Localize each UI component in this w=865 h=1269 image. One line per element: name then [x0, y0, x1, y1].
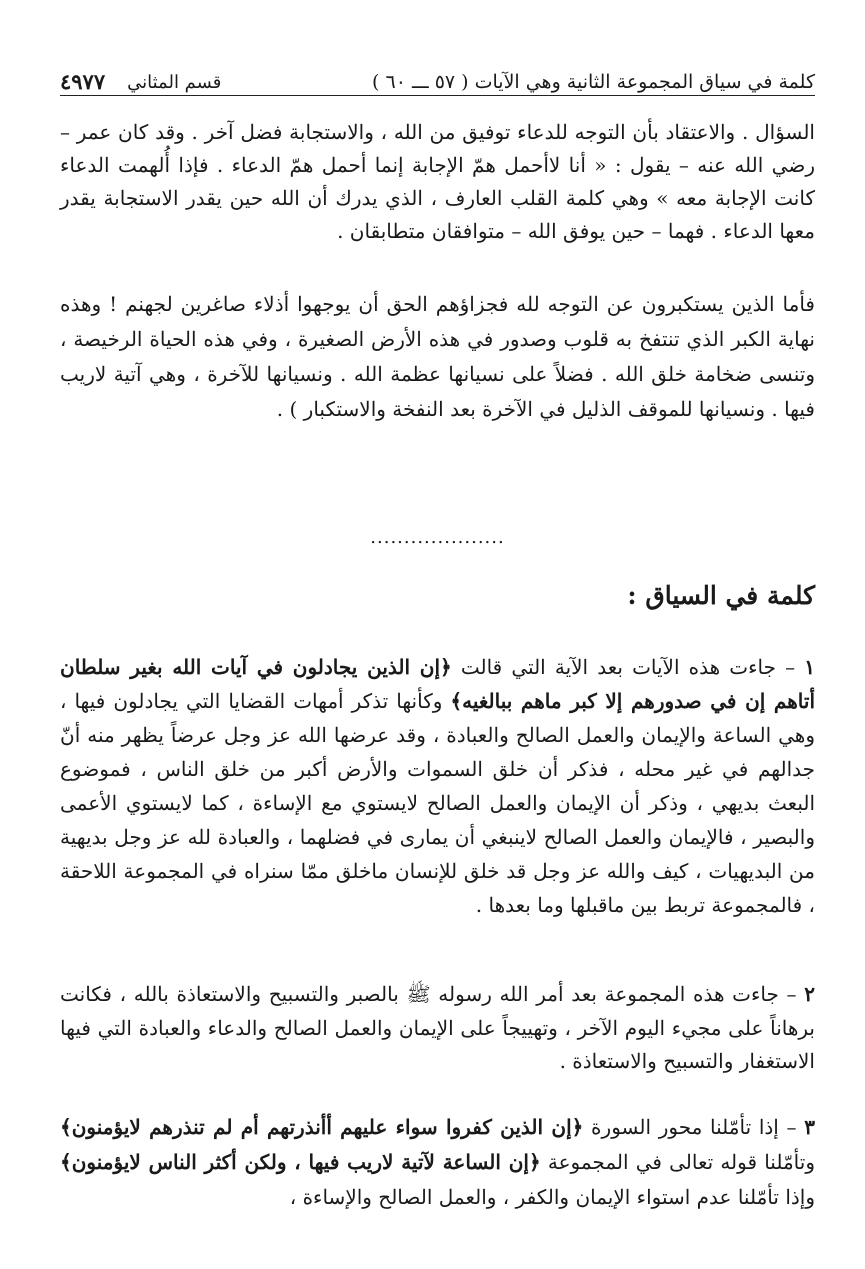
header-left-group [60, 71, 221, 92]
dotted-separator: .................... [370, 527, 505, 548]
section-heading: كلمة في السياق : [627, 581, 815, 610]
point-text: – جاءت هذه الآيات بعد الآية التي قالت [451, 655, 805, 679]
page-header [60, 52, 815, 92]
quran-verse: ﴿إن الذين يجادلون في آيات الله بغير سلطان أتاهم إن في صدورهم إلا كبر ماهم ببالغيه﴾ [60, 655, 816, 713]
paragraph-2: فأما الذين يستكبرون عن التوجه لله فجزاؤهم الحق أن يوجهوا أذلاء صاغرين لجهنم ! وهذه نهاية الكبر الذي تنتفخ به قلوب وصدور في هذه الأرض الصغيرة ، وفي هذه الحياة الرخيصة ، وتنسى ضخامة خلق الله . فضلاً على نسيانها عظمة الله . ونسيانها للآخرة ، وهي آتية لاريب فيها . ونسيانها للموقف الذليل في الآخرة بعد النفخة والاستكبار ) . [60, 292, 815, 421]
paragraph-1: السؤال . والاعتقاد بأن التوجه للدعاء توفيق من الله ، والاستجابة فضل آخر . وقد كان عمر – رضي الله عنه – يقول : « أنا لاأحمل همّ الإجابة إنما أحمل همّ الدعاء . فإذا أُلهمت الدعاء كانت الإجابة معه » وهي كلمة القلب العارف ، الذي يدرك أن الله حين يقدر الاستجابة يقدر معها الدعاء . فهما – حين يوفق الله – متوافقان متطابقان . [60, 120, 815, 243]
document-page [60, 0, 815, 1269]
point-text: وكأنها تذكر أمهات القضايا التي يجادلون فيها ، وهي الساعة والإيمان والعمل الصالح والعبادة ، وقد عرضها الله عز وجل عرضاً يظهر منه أنّ جدالهم في غير محله ، فذكر أن خلق السموات والأرض أكبر من خلق الناس ، فموضوع البعث بديهي ، وذكر أن الإيمان والعمل الصالح لايستوي مع الإساءة ، كما لايستوي الأعمى والبصير ، فالإيمان والعمل الصالح لاينبغي أن يمارى في فضلهما ، والعبادة لله عز وجل بديهية من البديهيات ، كيف والله عز وجل قد خلق للإنسان ماخلق ممّا سنراه في المجموعة اللاحقة ، فالمجموعة تربط بين ماقبلها وما بعدها . [60, 689, 815, 917]
point-text: – جاءت هذه المجموعة بعد أمر الله رسوله ﷺ بالصبر والتسبيح والاستعاذة بالله ، فكانت برهاناً على مجيء اليوم الآخر ، وتهييجاً على الإيمان والعمل الصالح والدعاء والعبادة التي فيها الاستغفار والتسبيح والاستعاذة . [60, 982, 815, 1073]
running-title: كلمة في سياق المجموعة الثانية وهي الآيات ( ٥٧ ـــ ٦٠ ) [372, 71, 815, 93]
point-number: ٣ [804, 1115, 815, 1139]
quran-verse: ﴿إن الساعة لآتية لاريب فيها ، ولكن أكثر الناس لايؤمنون﴾ [60, 1150, 541, 1174]
point-1 [60, 650, 815, 922]
header-rule [60, 95, 815, 96]
point-text: وإذا تأمّلنا عدم استواء الإيمان والكفر ، والعمل الصالح والإساءة ، [289, 1185, 815, 1209]
point-2 [60, 978, 815, 1079]
point-number: ١ [804, 655, 815, 679]
point-text: وتأمّلنا قوله تعالى في المجموعة [540, 1150, 815, 1174]
section-name: قسم المثاني [127, 72, 222, 93]
point-text: – إذا تأمّلنا محور السورة [583, 1115, 805, 1139]
point-3 [60, 1110, 815, 1215]
point-number: ٢ [804, 982, 815, 1006]
quran-verse: ﴿إن الذين كفروا سواء عليهم أأنذرتهم أم لم تنذرهم لايؤمنون﴾ [60, 1115, 584, 1139]
page-number: ٤٩٧٧ [60, 69, 106, 94]
